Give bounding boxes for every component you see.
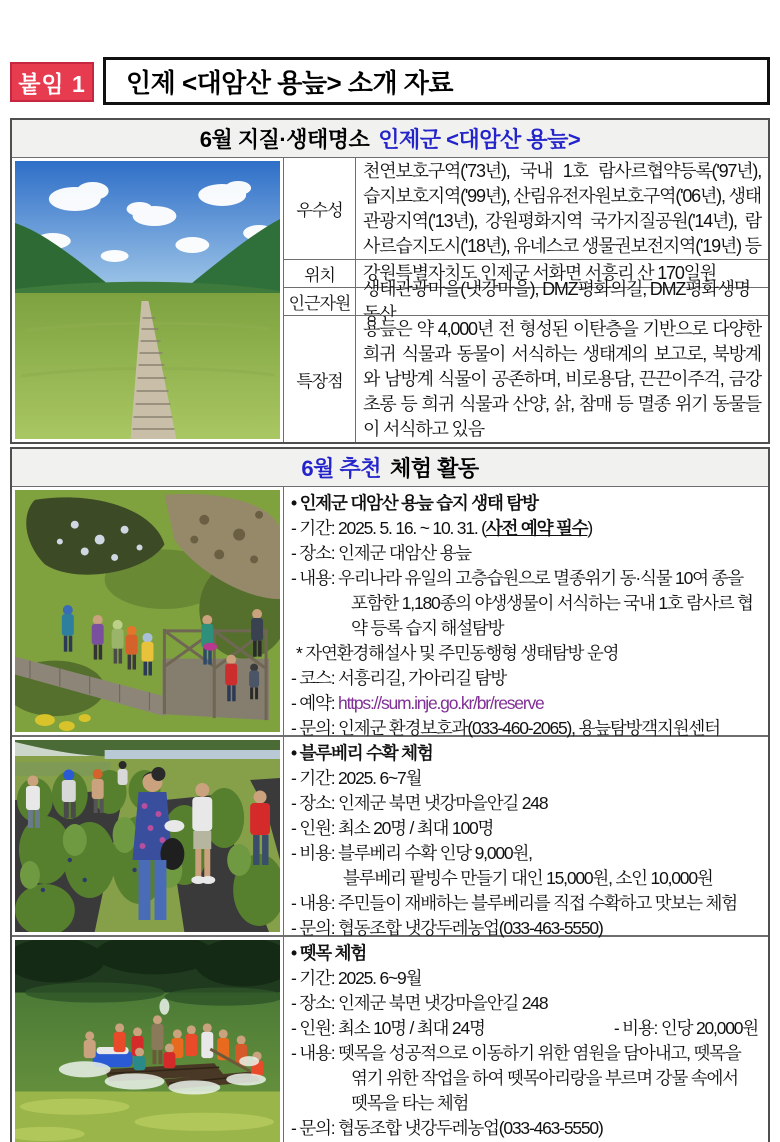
- raft-photo-illustration: [15, 940, 280, 1142]
- raft-content-line: 뗏목을 타는 체험: [351, 1093, 469, 1113]
- intro-row-value: 천연보호구역('73년), 국내 1호 람사르협약등록('97년), 습지보호지역('99년), 산림유전자원보호구역('06년), 생태관광지역('13년), 강원평화지역 국가지질공원('14년), 람사르습지도시('18년), 유네스코 생물권보전지역('19년) 등: [356, 158, 768, 260]
- intro-row-value: 생태관광마을(냇강마을), DMZ평화의길, DMZ평화생명동산: [356, 288, 768, 316]
- tour-content-line: 약 등록 습지 해설탐방: [351, 618, 504, 638]
- activity-row-tour: [12, 487, 768, 737]
- raft-contact: - 문의: 협동조합 냇강두레농업(033-463-5550): [291, 1118, 603, 1138]
- tour-title: • 인제군 대암산 용늪 습지 생태 탐방: [291, 493, 538, 513]
- intro-header-blue: 인제군 <대암산 용늪>: [378, 127, 581, 152]
- section-header-activities: [12, 449, 768, 487]
- intro-body: [12, 158, 768, 442]
- tour-course: - 코스: 서흥리길, 가아리길 탐방: [291, 668, 507, 688]
- tour-content-line: - 내용: 우리나라 유일의 고층습원으로 멸종위기 동·식물 10여 종을: [291, 568, 743, 588]
- raft-title: • 뗏목 체험: [291, 943, 367, 963]
- blueberry-cost-line: 블루베리 팥빙수 만들기 대인 15,000원, 소인 10,000원: [343, 868, 713, 888]
- blueberry-cost-line: - 비용: 블루베리 수확 인당 9,000원,: [291, 843, 532, 863]
- raft-text: [284, 937, 768, 1142]
- blueberry-title: • 블루베리 수확 체험: [291, 743, 433, 763]
- raft-content-line: - 내용: 뗏목을 성공적으로 이동하기 위한 염원을 담아내고, 뗏목을: [291, 1043, 741, 1063]
- tour-photo-illustration: [15, 490, 280, 732]
- intro-row-label: 위치: [284, 260, 356, 288]
- yongneup-landscape-photo: [12, 158, 284, 442]
- intro-row-label: 특장점: [284, 316, 356, 442]
- reserve-link[interactable]: https://sum.inje.go.kr/br/reserve: [338, 693, 544, 713]
- tour-period: - 기간: 2025. 5. 16. ~ 10. 31. (사전 예약 필수): [291, 518, 593, 538]
- activities-header-blue: 6월 추천: [301, 456, 381, 481]
- blueberry-place: - 장소: 인제군 북면 냇강마을안길 248: [291, 793, 548, 813]
- raft-period: - 기간: 2025. 6~9월: [291, 968, 422, 988]
- raft-cost: - 비용: 인당 20,000원: [613, 1018, 758, 1038]
- reservation-required-note: 사전 예약 필수: [485, 518, 588, 538]
- blueberry-contact: - 문의: 협동조합 냇강두레농업(033-463-5550): [291, 918, 603, 938]
- activity-row-blueberry: [12, 737, 768, 937]
- tour-photo: [12, 487, 284, 735]
- landscape-photo-illustration: [15, 161, 280, 439]
- raft-people: - 인원: 최소 10명 / 최대 24명: [291, 1018, 485, 1038]
- intro-header-black: 6월 지질·생태명소: [199, 127, 370, 152]
- intro-row-value: 용늪은 약 4,000년 전 형성된 이탄층을 기반으로 다양한 희귀 식물과 동물이 서식하는 생태계의 보고로, 북방계와 남방계 식물이 공존하며, 비로용담, 끈끈이주걱, 금강초롱 등 희귀 식물과 산양, 삵, 참매 등 멸종 위기 동물들이 서식하고 있음: [363, 318, 761, 439]
- blueberry-content: - 내용: 주민들이 재배하는 블루베리를 직접 수확하고 맛보는 체험: [291, 893, 737, 913]
- blueberry-text: [284, 737, 768, 938]
- activities-header-black: 체험 활동: [389, 456, 479, 481]
- tour-place: - 장소: 인제군 대암산 용늪: [291, 543, 471, 563]
- intro-row-value: 강원특별자치도 인제군 서화면 서흥리 산 170일원: [356, 260, 768, 288]
- section-header-intro: [12, 120, 768, 158]
- tour-content-line: 포함한 1,180종의 야생생물이 서식하는 국내 1호 람사르 협: [351, 593, 753, 613]
- blueberry-people: - 인원: 최소 20명 / 최대 100명: [291, 818, 494, 838]
- raft-photo: [12, 937, 284, 1142]
- page-title: 인제 <대암산 용늪> 소개 자료: [103, 57, 770, 105]
- tour-note: * 자연환경해설사 및 주민동행형 생태탐방 운영: [296, 643, 619, 663]
- intro-row-label: 우수성: [284, 158, 356, 260]
- raft-content-line: 엮기 위한 작업을 하여 뗏목아리랑을 부르며 강물 속에서: [351, 1068, 738, 1088]
- activities-section: [10, 447, 770, 1142]
- raft-people-cost: [291, 1016, 762, 1041]
- raft-place: - 장소: 인제군 북면 냇강마을안길 248: [291, 993, 548, 1013]
- activity-row-raft: [12, 937, 768, 1142]
- intro-section: [10, 118, 770, 444]
- document-header: [10, 57, 770, 105]
- tour-contact: - 문의: 인제군 환경보호과(033-460-2065), 용늪탐방객지원센터: [291, 718, 720, 738]
- attachment-badge: 붙임 1: [10, 62, 94, 102]
- intro-info-table: [284, 158, 768, 442]
- blueberry-photo: [12, 737, 284, 935]
- tour-text: [284, 487, 768, 738]
- blueberry-period: - 기간: 2025. 6~7월: [291, 768, 422, 788]
- tour-reserve: - 예약: https://sum.inje.go.kr/br/reserve: [291, 693, 544, 713]
- blueberry-photo-illustration: [15, 740, 280, 932]
- intro-row-label: 인근자원: [284, 288, 356, 316]
